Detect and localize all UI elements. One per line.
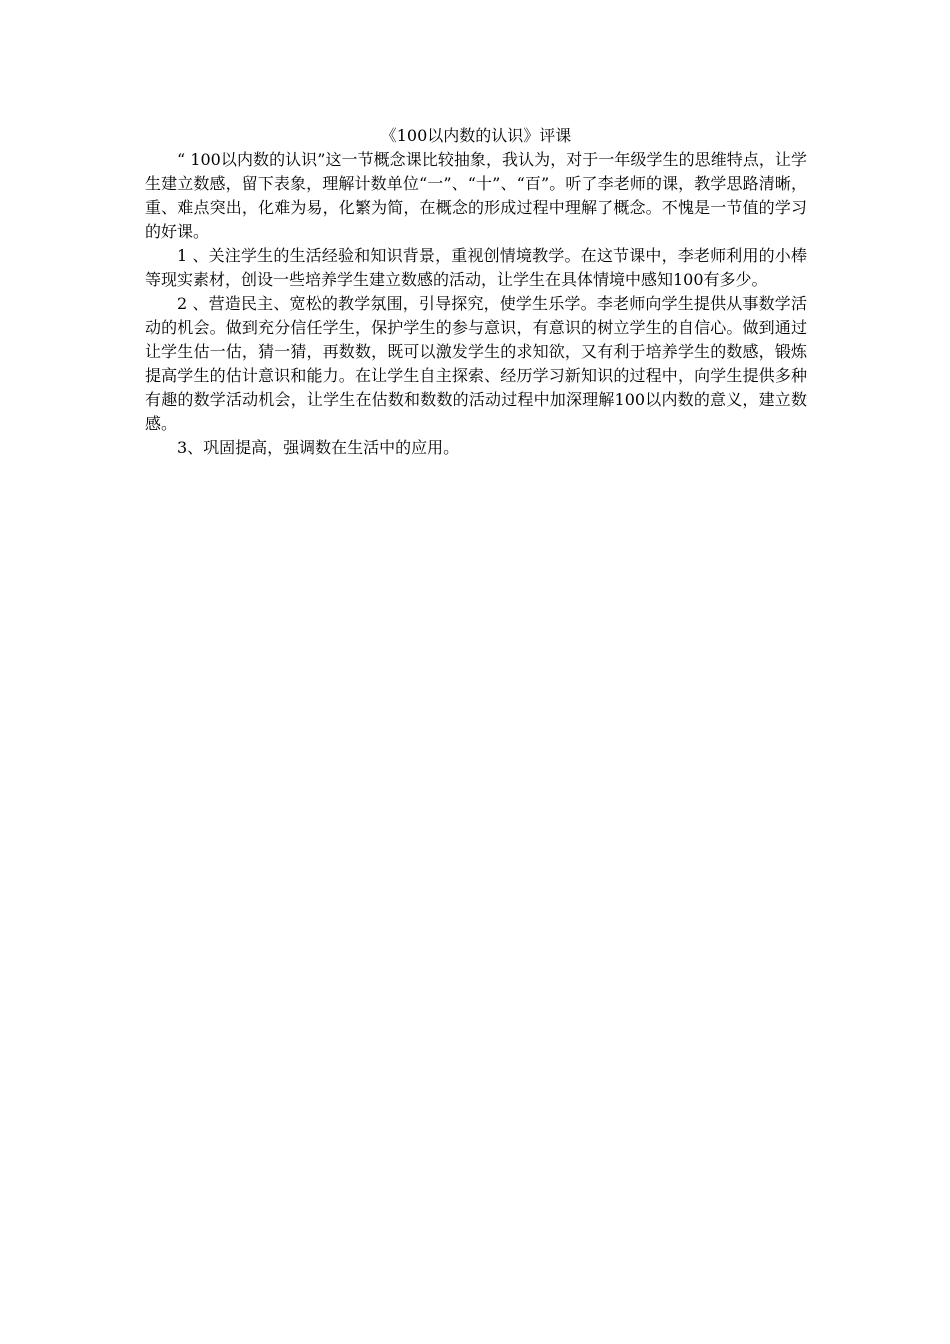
paragraph-point-3: 3、巩固提高，强调数在生活中的应用。 <box>177 438 460 457</box>
paragraph-intro: “ 100以内数的认识”这一节概念课比较抽象，我认为，对于一年级学生的思维特点，让学生建立数感，留下表象，理解计数单位“一”、“十”、“百”。听了李老师的课，教学思路清晰，重、难点突出，化难为易，化繁为简，在概念的形成过程中理解了概念。不愧是一节值的学习的好课。 <box>145 150 807 241</box>
document-body <box>145 124 807 460</box>
paragraph-point-1: 1 、关注学生的生活经验和知识背景，重视创情境教学。在这节课中，李老师利用的小棒等现实素材，创设一些培养学生建立数感的活动，让学生在具体情境中感知100有多少。 <box>145 246 807 289</box>
document-title: 《100以内数的认识》评课 <box>380 126 572 145</box>
paragraph-point-2: 2 、营造民主、宽松的教学氛围，引导探究，使学生乐学。李老师向学生提供从事数学活动的机会。做到充分信任学生，保护学生的参与意识，有意识的树立学生的自信心。做到通过让学生估一估，猜一猜，再数数，既可以激发学生的求知欲，又有利于培养学生的数感，锻炼提高学生的估计意识和能力。在让学生自主探索、经历学习新知识的过程中，向学生提供多种有趣的数学活动机会，让学生在估数和数数的活动过程中加深理解100以内数的意义，建立数感。 <box>145 294 807 433</box>
